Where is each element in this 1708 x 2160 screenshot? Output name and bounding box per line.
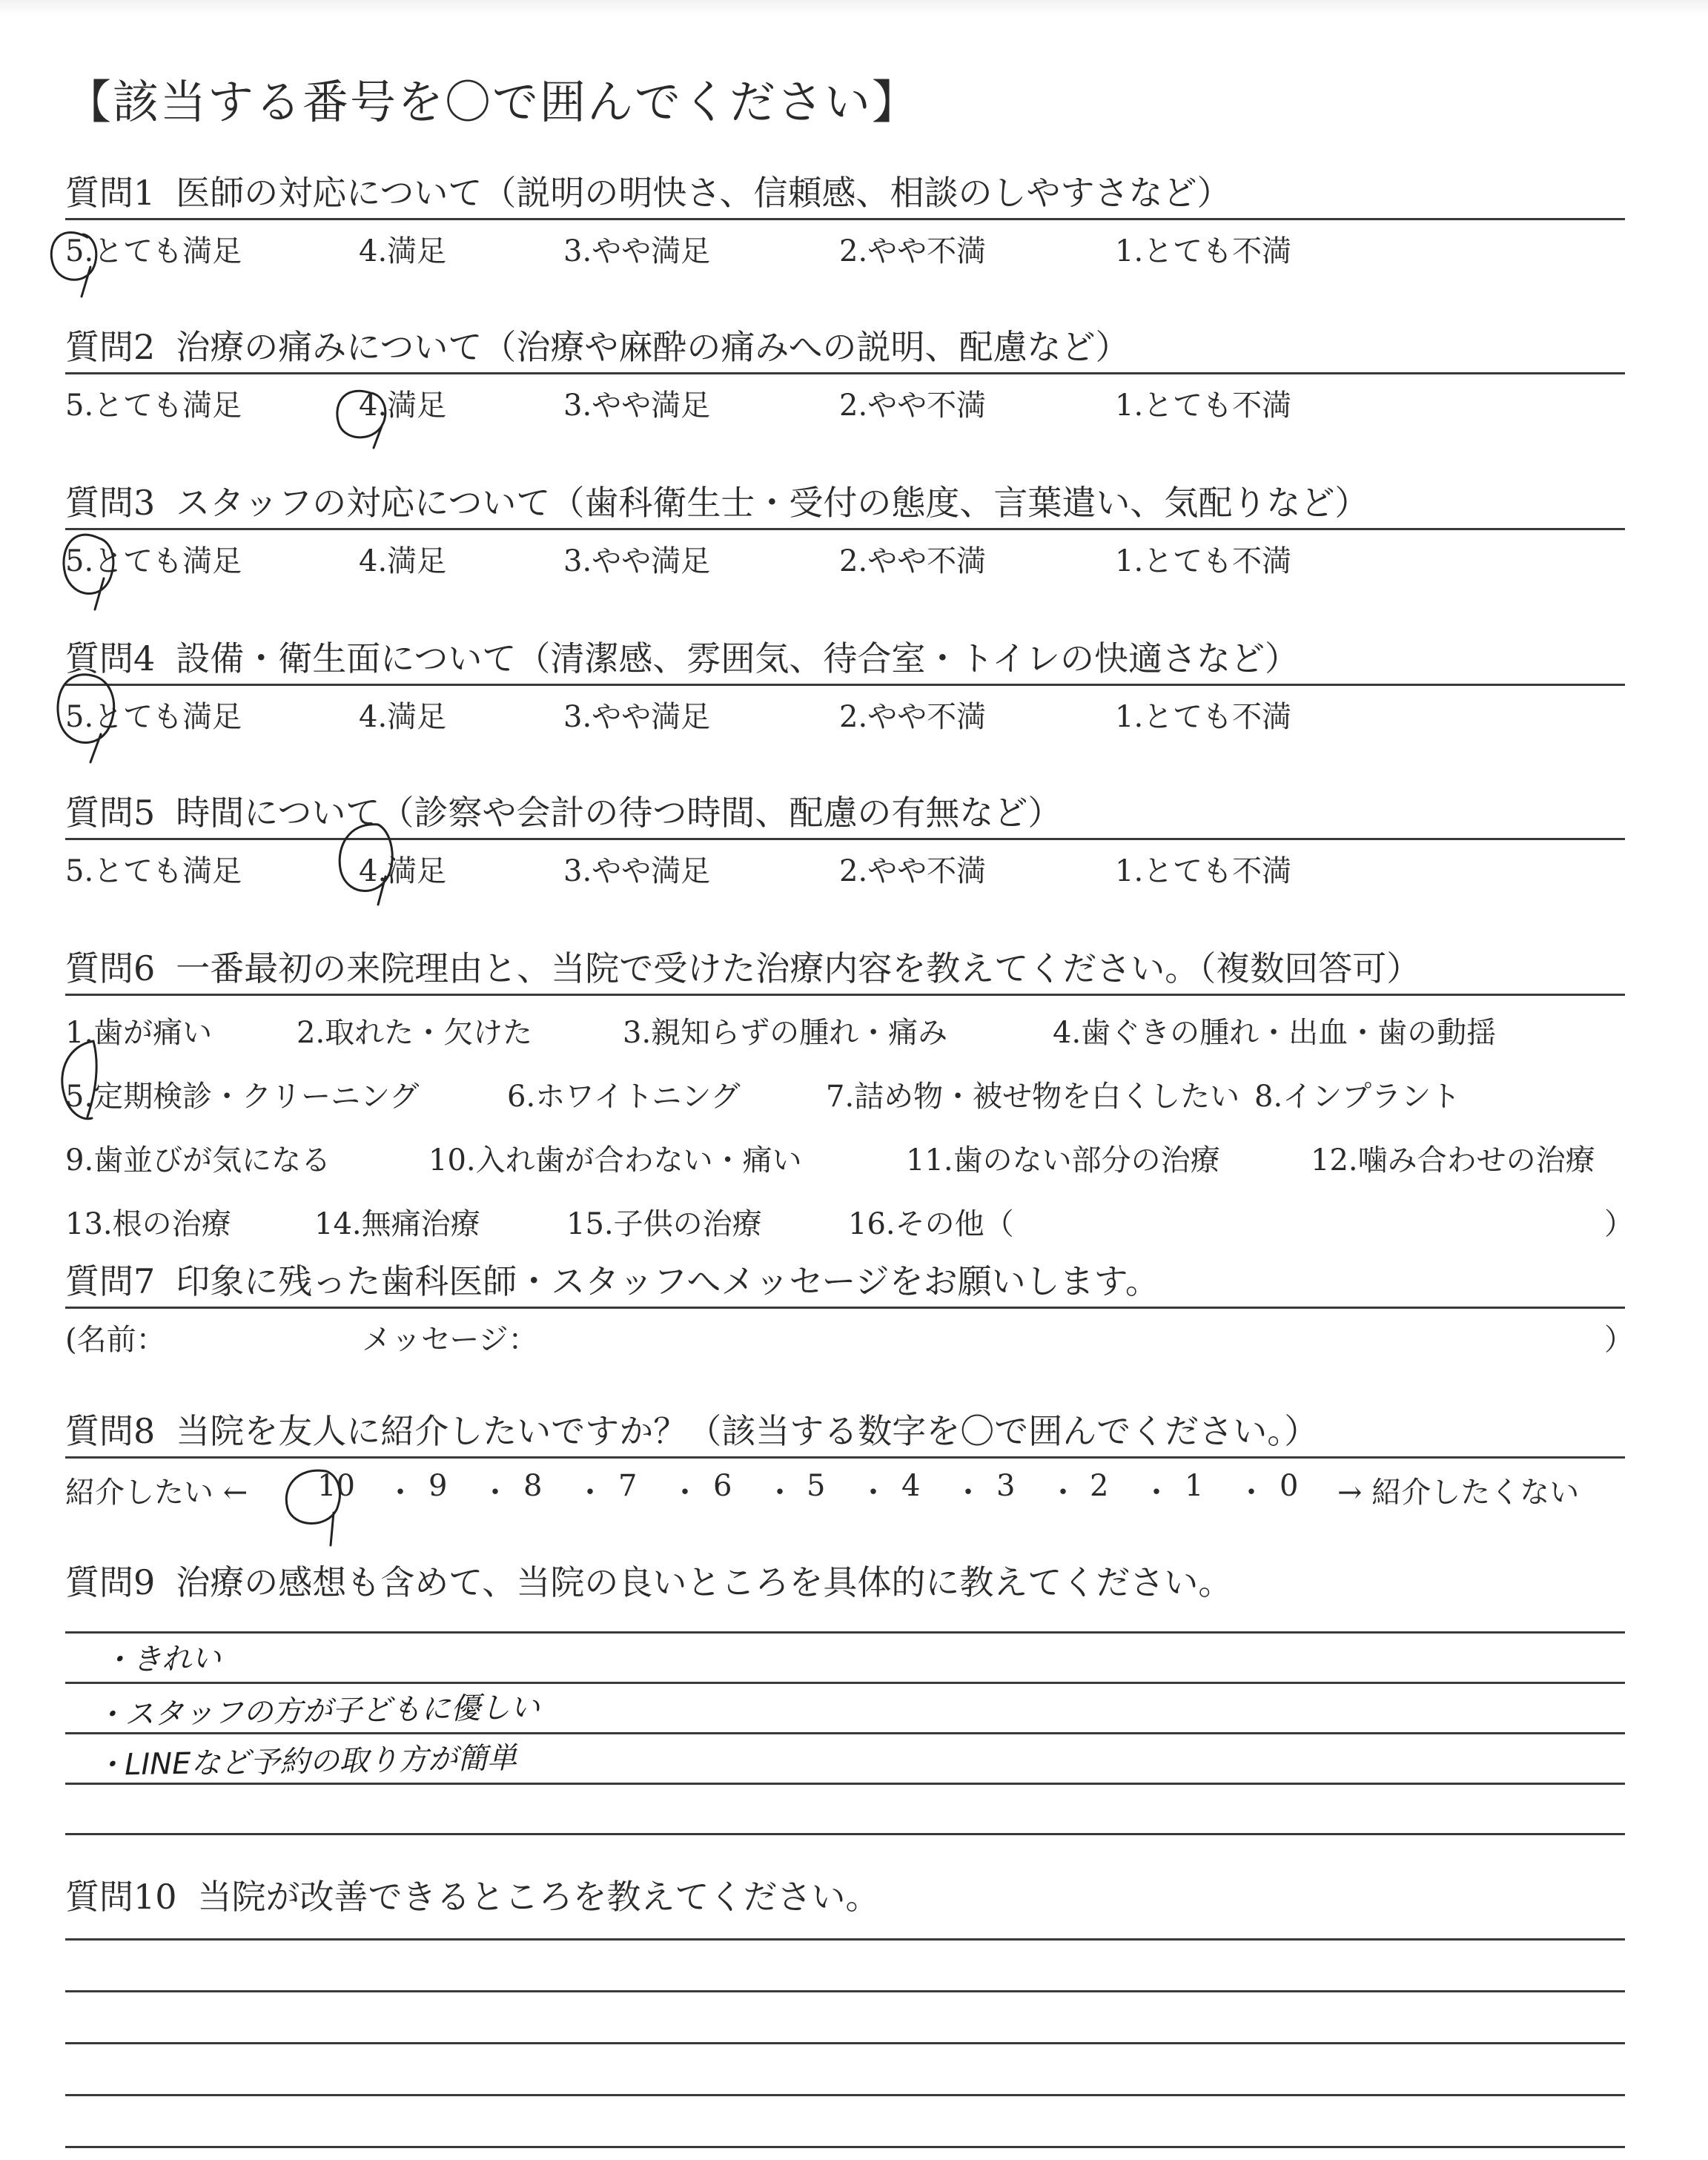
option-2[interactable]: 2.やや不満 [839,389,987,423]
question-number: 質問9 [65,1562,156,1602]
question-text: 医師の対応について（説明の明快さ、信頼感、相談のしやすさなど） [176,173,1231,213]
question-text: 当院を友人に紹介したいですか？（該当する数字を〇で囲んでください。） [176,1411,1319,1451]
scale-left-label: 紹介したい ← [65,1476,248,1510]
handwritten-answer-3: ・LINEなど予約の取り方が簡単 [94,1741,517,1783]
scale-6[interactable]: 6 [713,1469,732,1503]
writing-line [65,2146,1625,2148]
scale-dot: ・ [765,1476,795,1510]
writing-line [65,2042,1625,2044]
option-4[interactable]: 4.満足 [359,389,447,423]
option-5[interactable]: 5.とても満足 [65,234,242,268]
question-6 [65,945,1634,1251]
page-title: 【該当する番号を〇で囲んでください】 [65,75,920,129]
question-4 [65,635,1625,734]
options-row-3 [65,1123,1625,1187]
scale-0[interactable]: 0 [1280,1469,1299,1503]
question-text: 治療の感想も含めて、当院の良いところを具体的に教えてください。 [176,1562,1233,1602]
option-1[interactable]: 1.とても不満 [1115,544,1292,578]
reason-option[interactable]: 4.歯ぐきの腫れ・出血・歯の動揺 [1053,1016,1497,1050]
scale-2[interactable]: 2 [1090,1469,1109,1503]
option-2[interactable]: 2.やや不満 [839,854,987,888]
reason-option[interactable]: 1.歯が痛い [65,1016,213,1050]
option-4[interactable]: 4.満足 [359,700,447,734]
question-number: 質問2 [65,327,156,367]
option-2[interactable]: 2.やや不満 [839,234,987,268]
scale-dot: ・ [1142,1476,1171,1510]
question-text: 一番最初の来院理由と、当院で受けた治療内容を教えてください。（複数回答可） [176,948,1421,988]
writing-line [65,1990,1625,1992]
writing-line [65,1631,1625,1634]
option-3[interactable]: 3.やや満足 [563,700,711,734]
scale-dot: ・ [858,1476,888,1510]
scale-8[interactable]: 8 [523,1469,543,1503]
reason-option[interactable]: 6.ホワイトニング [507,1080,741,1114]
scale-dot: ・ [480,1476,510,1510]
option-4[interactable]: 4.満足 [359,854,447,888]
option-2[interactable]: 2.やや不満 [839,544,987,578]
recommend-scale [65,1459,1625,1510]
question-text: 時間について（診察や会計の待つ時間、配慮の有無など） [176,793,1062,833]
scale-dot: ・ [1048,1476,1078,1510]
question-number: 質問10 [65,1877,177,1917]
question-number: 質問7 [65,1261,156,1301]
question-10 [65,1873,1625,1920]
writing-line [65,1783,1625,1785]
options-row-4 [65,1187,1634,1251]
option-5[interactable]: 5.とても満足 [65,854,242,888]
option-4[interactable]: 4.満足 [359,234,447,268]
handwritten-answer-2: ・スタッフの方が子どもに優しい [94,1690,540,1733]
scale-3[interactable]: 3 [996,1469,1016,1503]
reason-option[interactable]: 13.根の治療 [65,1207,231,1241]
rating-options [65,220,1625,268]
scale-9[interactable]: 9 [428,1469,448,1503]
option-1[interactable]: 1.とても不満 [1115,700,1292,734]
question-text: スタッフの対応について（歯科衛生士・受付の態度、言葉遣い、気配りなど） [176,483,1369,523]
option-5[interactable]: 5.とても満足 [65,700,242,734]
question-number: 質問4 [65,638,156,678]
reason-option[interactable]: 3.親知らずの腫れ・痛み [623,1016,948,1050]
question-8 [65,1407,1625,1510]
writing-line [65,2094,1625,2096]
option-3[interactable]: 3.やや満足 [563,854,711,888]
option-1[interactable]: 1.とても不満 [1115,234,1292,268]
reason-option[interactable]: 5.定期検診・クリーニング [65,1080,420,1114]
question-text: 治療の痛みについて（治療や麻酔の痛みへの説明、配慮など） [176,327,1130,367]
writing-line [65,1682,1625,1684]
reason-option[interactable]: 9.歯並びが気になる [65,1143,331,1178]
question-3 [65,479,1625,578]
reason-option[interactable]: 7.詰め物・被せ物を白くしたい [826,1080,1240,1114]
question-number: 質問5 [65,793,156,833]
rating-options [65,374,1625,423]
scale-4[interactable]: 4 [901,1469,921,1503]
option-4[interactable]: 4.満足 [359,544,447,578]
scale-dot: ・ [575,1476,605,1510]
writing-line [65,1732,1625,1734]
rating-options [65,530,1625,578]
scale-right-label: → 紹介したくない [1337,1476,1580,1510]
reason-option[interactable]: 2.取れた・欠けた [297,1016,533,1050]
message-fields [65,1309,1634,1357]
question-5 [65,789,1625,888]
question-number: 質問8 [65,1411,156,1451]
scale-dot: ・ [1237,1476,1266,1510]
option-5[interactable]: 5.とても満足 [65,544,242,578]
question-text: 当院が改善できるところを教えてください。 [197,1877,880,1917]
scale-dot: ・ [670,1476,700,1510]
question-2 [65,323,1625,423]
options-row-1 [65,996,1625,1060]
scale-1[interactable]: 1 [1185,1469,1204,1503]
paren-close: ） [1604,1323,1634,1357]
handwritten-answer-1: ・きれい [102,1641,222,1678]
rating-options [65,686,1625,734]
writing-line [65,1833,1625,1835]
reason-option[interactable]: 15.子供の治療 [566,1207,762,1241]
scale-dot: ・ [953,1476,983,1510]
reason-option[interactable]: 11.歯のない部分の治療 [906,1143,1220,1178]
writing-line [65,1938,1625,1941]
reason-option[interactable]: 8.インプラント [1254,1080,1461,1114]
scale-7[interactable]: 7 [618,1469,638,1503]
name-field-label[interactable]: (名前： [65,1323,166,1357]
question-text: 印象に残った歯科医師・スタッフへメッセージをお願いします。 [176,1261,1159,1301]
question-1 [65,169,1625,268]
reason-option-other[interactable]: 16.その他（ [848,1207,1014,1241]
reason-option[interactable]: 10.入れ歯が合わない・痛い [428,1143,802,1178]
scale-5[interactable]: 5 [807,1469,826,1503]
option-3[interactable]: 3.やや満足 [563,389,711,423]
option-1[interactable]: 1.とても不満 [1115,854,1292,888]
option-3[interactable]: 3.やや満足 [563,234,711,268]
option-2[interactable]: 2.やや不満 [839,700,987,734]
options-row-2 [65,1060,1625,1123]
question-number: 質問3 [65,483,156,523]
question-9 [65,1559,1625,1606]
rating-options [65,840,1625,888]
paren-close: ） [1604,1207,1634,1241]
scale-10[interactable]: 10 [317,1469,355,1503]
question-7 [65,1258,1634,1357]
question-number: 質問6 [65,948,156,988]
option-1[interactable]: 1.とても不満 [1115,389,1292,423]
option-3[interactable]: 3.やや満足 [563,544,711,578]
reason-option[interactable]: 12.噛み合わせの治療 [1311,1143,1595,1178]
question-number: 質問1 [65,173,156,213]
reason-option[interactable]: 14.無痛治療 [314,1207,480,1241]
survey-page [65,0,1634,2160]
question-text: 設備・衛生面について（清潔感、雰囲気、待合室・トイレの快適さなど） [176,638,1300,678]
scale-dot: ・ [385,1476,415,1510]
message-field-label[interactable]: メッセージ： [362,1323,538,1357]
option-5[interactable]: 5.とても満足 [65,389,242,423]
